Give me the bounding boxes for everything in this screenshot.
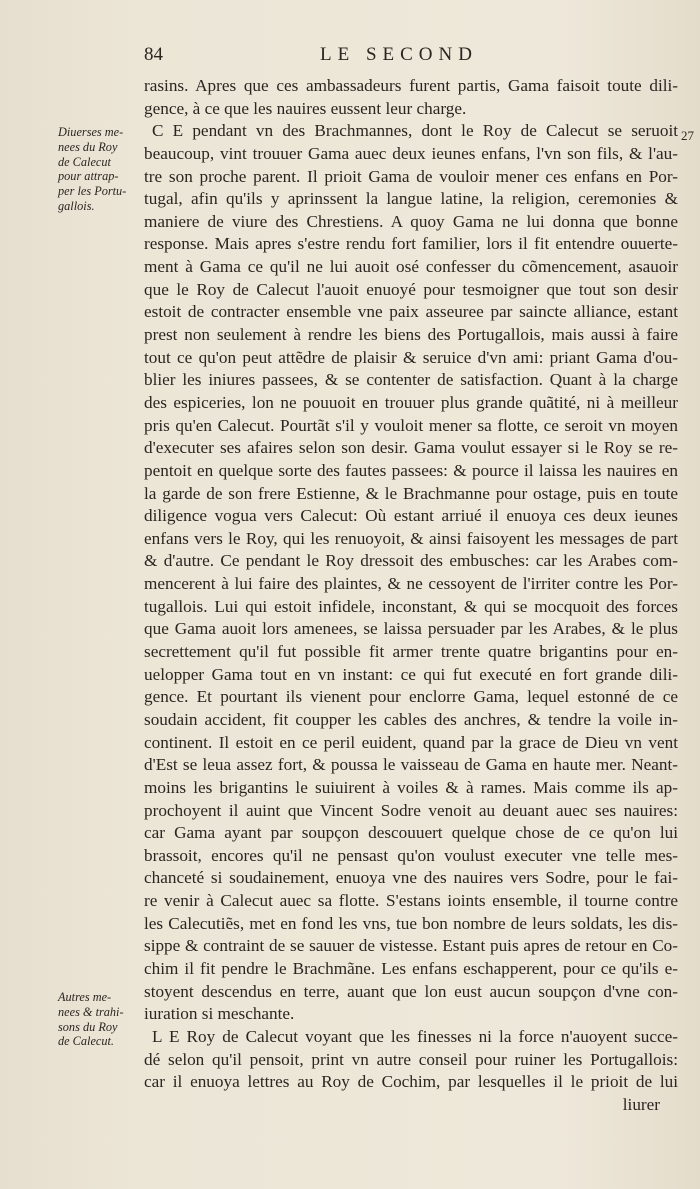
text-line: des espiceries, lon ne pouuoit en trouuer plus grande quãtité, ni à meilleur xyxy=(144,392,678,412)
body-text xyxy=(144,75,678,1116)
text-line: pris qu'en Calecut. Pourtãt s'il y vouloit mener sa flotte, ce seroit vn moyen xyxy=(144,415,678,435)
text-line: car Gama ayant par soupçon descouuert quelque chose de ce qu'on lui xyxy=(144,823,678,843)
text-line: moins les brigantins le suiuirent à voiles & à rames. Mais comme ils ap- xyxy=(144,777,678,797)
text-line: enfans vers le Roy, qui les renuoyoit, & ainsi faisoyent les messages de part xyxy=(144,528,678,548)
text-line: les Calecutiẽs, met en fond les vns, tue bon nombre de leurs soldats, les dis- xyxy=(144,913,678,933)
margin-note-1 xyxy=(58,125,142,214)
text-line: car il enuoya lettres au Roy de Cochim, par lesquelles il le prioit de lui xyxy=(144,1072,678,1092)
text-line: rasins. Apres que ces ambassadeurs furent partis, Gama faisoit toute dili- xyxy=(144,76,678,95)
text-line: iuration si meschante. xyxy=(144,1004,295,1024)
margin-note-line: sons du Roy xyxy=(58,1019,118,1034)
margin-note-line: de Calecut. xyxy=(58,1034,115,1049)
margin-note-2 xyxy=(58,990,142,1049)
margin-note-line: per les Portu- xyxy=(58,184,127,199)
text-line: gence. Et pourtant ils vienent pour enclorre Gama, lequel estonné de ce xyxy=(144,687,678,707)
text-line: d'Est se leua assez fort, & poussa le vaisseau de Gama en haute mer. Neant- xyxy=(144,755,678,775)
text-line: ment à Gama ce qu'il ne lui auoit osé confesser du cõmencement, asauoir xyxy=(144,257,678,277)
text-line: chim il fit pendre le Brachmãne. Les enfans eschapperent, pour ce qu'ils e- xyxy=(144,958,678,978)
text-line: blier les iniures passees, & se contenter de satisfaction. Quant à la charge xyxy=(144,370,678,390)
text-line: brassoit, encores qu'il ne pensast qu'on voulust executer vne telle mes- xyxy=(144,845,678,865)
text-line: prochoyent il auint que Vincent Sodre venoit au deuant auec ses nauires: xyxy=(144,800,678,820)
text-line: liurer xyxy=(622,1094,660,1114)
text-line: tugal, afin qu'ils y aprinssent la langue latine, la religion, ceremonies & xyxy=(144,189,678,209)
text-line: uelopper Gama tout en vn instant: ce qui fut executé en fort grande dili- xyxy=(144,664,678,684)
text-line: stoyent descendus en terre, auant que lon eust aucun soupçon d'vne con- xyxy=(144,981,678,1001)
text-line: estoit de contracter ensemble vne paix asseuree par saincte alliance, estant xyxy=(144,302,678,322)
text-line: beaucoup, vint trouuer Gama auec deux ieunes enfans, l'vn son fils, & l'au- xyxy=(144,143,678,163)
text-line: re venir à Calecut auec sa flotte. S'estans ioints ensemble, il tourne contre xyxy=(144,891,678,911)
text-line: secrettement qu'il fut possible fit armer trente quatre brigantins pour en- xyxy=(144,642,678,662)
page-header xyxy=(140,44,680,70)
margin-note-line: Autres me- xyxy=(58,990,112,1004)
text-line: continent. Il estoit en ce peril euident, quand par la grace de Dieu vn vent xyxy=(144,732,678,752)
text-line: pentoit en quelque sorte des fautes passees: & pource il laissa les nauires en xyxy=(144,460,678,480)
text-line: la garde de son frere Estienne, & le Brachmanne pour ostage, puis en toute xyxy=(144,483,678,503)
text-line: chanceté si soudainement, enuoya vne des nauires vers Sodre, pour le fai- xyxy=(144,868,678,888)
text-line: dé selon qu'il pensoit, print vn autre conseil pour ruiner les Portugallois: xyxy=(144,1049,678,1069)
text-line: tout ce qu'on peut attẽdre de plaisir & seruice d'vn ami: priant Gama d'ou- xyxy=(144,347,678,367)
text-line: response. Mais apres s'estre rendu fort familier, lors il fit entendre ouuerte- xyxy=(144,234,678,254)
text-line: que le Roy de Calecut l'auoit enuoyé pour tesmoigner que tout son desir xyxy=(144,279,678,299)
text-line: L E Roy de Calecut voyant que les finesses ni la force n'auoyent succe- xyxy=(152,1026,678,1046)
text-line: & d'autre. Ce pendant le Roy dressoit des embusches: car les Arabes com- xyxy=(144,551,678,571)
margin-note-line: gallois. xyxy=(58,198,95,213)
text-line: soudain accident, fit coupper les cables des anchres, & tendre la voile in- xyxy=(144,709,678,729)
running-head: LE SECOND xyxy=(320,44,478,65)
page-number: 84 xyxy=(144,44,163,65)
text-line: d'executer ses afaires selon son desir. Gama voulut essayer si le Roy se re- xyxy=(144,438,678,458)
text-line: prest non seulement à rendre les biens des Portugallois, mais aussi à faire xyxy=(144,325,678,345)
margin-note-line: nees & trahi- xyxy=(58,1004,124,1019)
margin-note-line: de Calecut xyxy=(58,154,111,169)
margin-note-line: pour attrap- xyxy=(58,169,119,184)
corner-mark: 27 xyxy=(681,128,694,143)
text-line: maniere de viure des Chrestiens. A quoy Gama ne lui donna que bonne xyxy=(144,211,678,231)
text-line: sippe & contraint de se sauuer de vistesse. Estant puis apres de retour en Co- xyxy=(144,936,678,956)
text-line: gence, à ce que les nauires eussent leur charge. xyxy=(144,98,467,118)
text-line: que Gama auoit lors amenees, se laissa persuader par les Arabes, & le plus xyxy=(144,619,678,639)
margin-note-line: Diuerses me- xyxy=(58,125,124,139)
text-line: tugallois. Lui qui estoit infidele, inconstant, & qui se mocquoit des forces xyxy=(144,596,678,616)
text-line: tre son proche parent. Il prioit Gama de vouloir mener ces enfans en Por- xyxy=(144,166,678,186)
text-line: C E pendant vn des Brachmannes, dont le Roy de Calecut se seruoit xyxy=(152,121,678,141)
text-line: diligence vogua vers Calecut: Où estant arriué il enuoya ces deux ieunes xyxy=(144,506,678,526)
text-line: mencerent à lui faire des plaintes, & ne cessoyent de l'irriter contre les Por- xyxy=(144,574,678,594)
margin-note-line: nees du Roy xyxy=(58,139,118,154)
